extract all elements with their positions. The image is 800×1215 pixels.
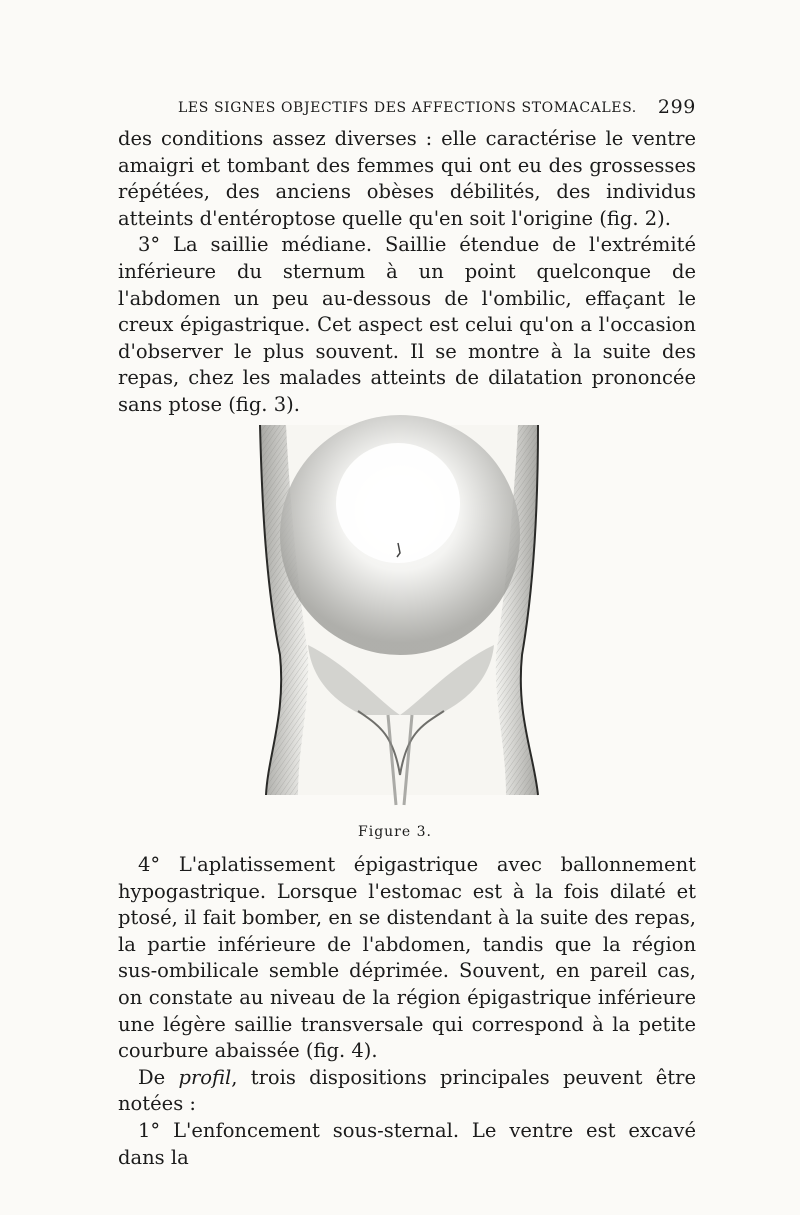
page-number: 299	[657, 96, 696, 118]
running-title: LES SIGNES OBJECTIFS DES AFFECTIONS STOMACALES.	[178, 100, 637, 116]
paragraph: 1° L'enfoncement sous-sternal. Le ventre est excavé dans la	[118, 1118, 696, 1169]
paragraph: des conditions assez diverses : elle caractérise le ventre amaigri et tombant des femmes qui ont eu des grossesses répétées, des anciens obèses débilités, des individus atteints d'entéroptose quelle qu'en soit l'origine (fig. 2).	[118, 127, 696, 230]
paragraph: 4° L'aplatissement épigastrique avec ballonnement hypogastrique. Lorsque l'estomac est à la fois dilaté et ptosé, il fait bomber, en se distendant à la suite des repas, la partie inférieure de l'abdomen, tandis que la région sus-ombilicale semble déprimée. Souvent, en pareil cas, on constate au niveau de la région épigastrique inférieure une légère saillie transversale qui correspond à la petite courbure abaissée (fig. 4).	[118, 853, 696, 1063]
running-head	[118, 96, 696, 122]
text-block-top	[118, 126, 696, 419]
paragraph: 3° La saillie médiane. Saillie étendue de l'extrémité inférieure du sternum à un point quelconque de l'abdomen un peu au-dessous de l'ombilic, effaçant le creux épigastrique. Cet aspect est celui qu'on a l'occasion d'observer le plus souvent. Il se montre à la suite des repas, chez les malades atteints de dilatation prononcée sans ptose (fig. 3).	[118, 233, 696, 416]
torso-illustration	[238, 415, 558, 815]
paragraph	[118, 1065, 696, 1118]
paragraph-end: , trois dispositions principales peuvent être notées :	[118, 1065, 697, 1116]
figure-caption: Figure 3.	[358, 824, 432, 840]
paragraph-start: De	[138, 1065, 179, 1089]
text-block-bottom	[118, 852, 696, 1171]
italic-term: profil	[178, 1065, 232, 1089]
